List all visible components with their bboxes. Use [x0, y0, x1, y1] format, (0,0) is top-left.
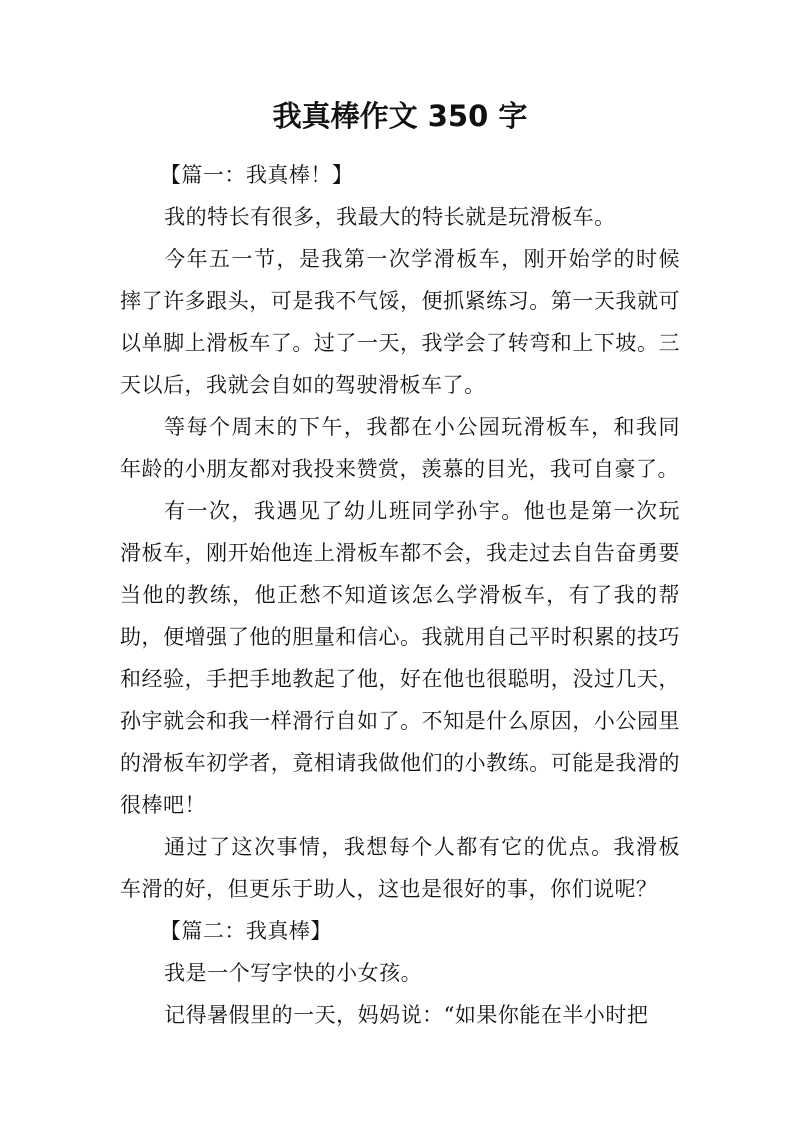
document-body [120, 154, 680, 1036]
section-heading-2: 【篇二：我真棒】 [159, 919, 332, 943]
section-heading-1: 【篇一：我真棒！】 [159, 163, 354, 187]
paragraph: 我的特长有很多，我最大的特长就是玩滑板车。 [164, 205, 616, 229]
paragraph: 记得暑假里的一天，妈妈说：“如果你能在半小时把 [164, 1003, 649, 1027]
paragraph: 通过了这次事情，我想每个人都有它的优点。我滑板车滑的好，但更乐于助人，这也是很好的事，你们说呢？ [120, 835, 680, 901]
paragraph: 今年五一节，是我第一次学滑板车，刚开始学的时候摔了许多跟头，可是我不气馁，便抓紧练习。第一天我就可以单脚上滑板车了。过了一天，我学会了转弯和上下坡。三天以后，我就会自如的驾驶滑板车了。 [120, 247, 680, 397]
paragraph: 有一次，我遇见了幼儿班同学孙宇。他也是第一次玩滑板车，刚开始他连上滑板车都不会，我走过去自告奋勇要当他的教练，他正愁不知道该怎么学滑板车，有了我的帮助，便增强了他的胆量和信心。我就用自己平时积累的技巧和经验，手把手地教起了他，好在他也很聪明，没过几天，孙宇就会和我一样滑行自如了。不知是什么原因，小公园里的滑板车初学者，竟相请我做他们的小教练。可能是我滑的很棒吧！ [120, 499, 680, 817]
document-title: 我真棒作文 350 字 [272, 99, 528, 133]
paragraph: 等每个周末的下午，我都在小公园玩滑板车，和我同年龄的小朋友都对我投来赞赏，羡慕的目光，我可自豪了。 [120, 415, 680, 481]
paragraph: 我是一个写字快的小女孩。 [164, 961, 423, 985]
